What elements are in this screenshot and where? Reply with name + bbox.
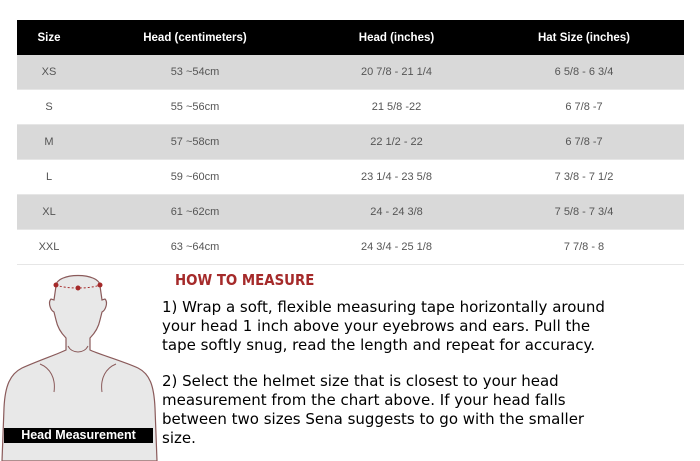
table-row [17,90,684,125]
cell-head-inches: 24 - 24 3/8 [309,195,484,230]
cell-head-inches: 24 3/4 - 25 1/8 [309,230,484,265]
cell-hat-size: 7 3/8 - 7 1/2 [484,160,684,195]
table-row [17,230,684,265]
header-head-cm: Head (centimeters) [81,20,309,55]
cell-size: XXL [17,230,81,265]
measure-step-1: 1) Wrap a soft, flexible measuring tape horizontally around your head 1 inch above your eyebrows and ears. Pull the tape softly snug, read the length and repeat for accuracy. [162,298,605,354]
cell-head-cm: 57 ~58cm [81,125,309,160]
cell-head-inches: 21 5/8 -22 [309,90,484,125]
cell-head-cm: 61 ~62cm [81,195,309,230]
header-head-inches: Head (inches) [309,20,484,55]
cell-head-inches: 22 1/2 - 22 [309,125,484,160]
header-hat-size: Hat Size (inches) [484,20,684,55]
cell-size: L [17,160,81,195]
cell-size: XS [17,55,81,90]
cell-head-cm: 63 ~64cm [81,230,309,265]
cell-size: XL [17,195,81,230]
cell-head-cm: 59 ~60cm [81,160,309,195]
size-chart-table [17,20,684,265]
measure-step-2: 2) Select the helmet size that is closest to your head measurement from the chart above. If your head falls between two sizes Sena suggests to go with the smaller size. [162,372,585,447]
cell-size: M [17,125,81,160]
cell-size: S [17,90,81,125]
cell-head-inches: 23 1/4 - 23 5/8 [309,160,484,195]
head-measurement-label: Head Measurement [4,428,153,443]
table-header-row [17,20,684,55]
table-row [17,160,684,195]
cell-hat-size: 7 7/8 - 8 [484,230,684,265]
cell-hat-size: 6 7/8 -7 [484,90,684,125]
cell-head-inches: 20 7/8 - 21 1/4 [309,55,484,90]
table-row [17,125,684,160]
header-size: Size [17,20,81,55]
how-to-measure-title: HOW TO MEASURE [175,271,315,289]
cell-head-cm: 55 ~56cm [81,90,309,125]
cell-hat-size: 6 5/8 - 6 3/4 [484,55,684,90]
cell-hat-size: 6 7/8 -7 [484,125,684,160]
cell-head-cm: 53 ~54cm [81,55,309,90]
table-row [17,55,684,90]
table-row [17,195,684,230]
cell-hat-size: 7 5/8 - 7 3/4 [484,195,684,230]
